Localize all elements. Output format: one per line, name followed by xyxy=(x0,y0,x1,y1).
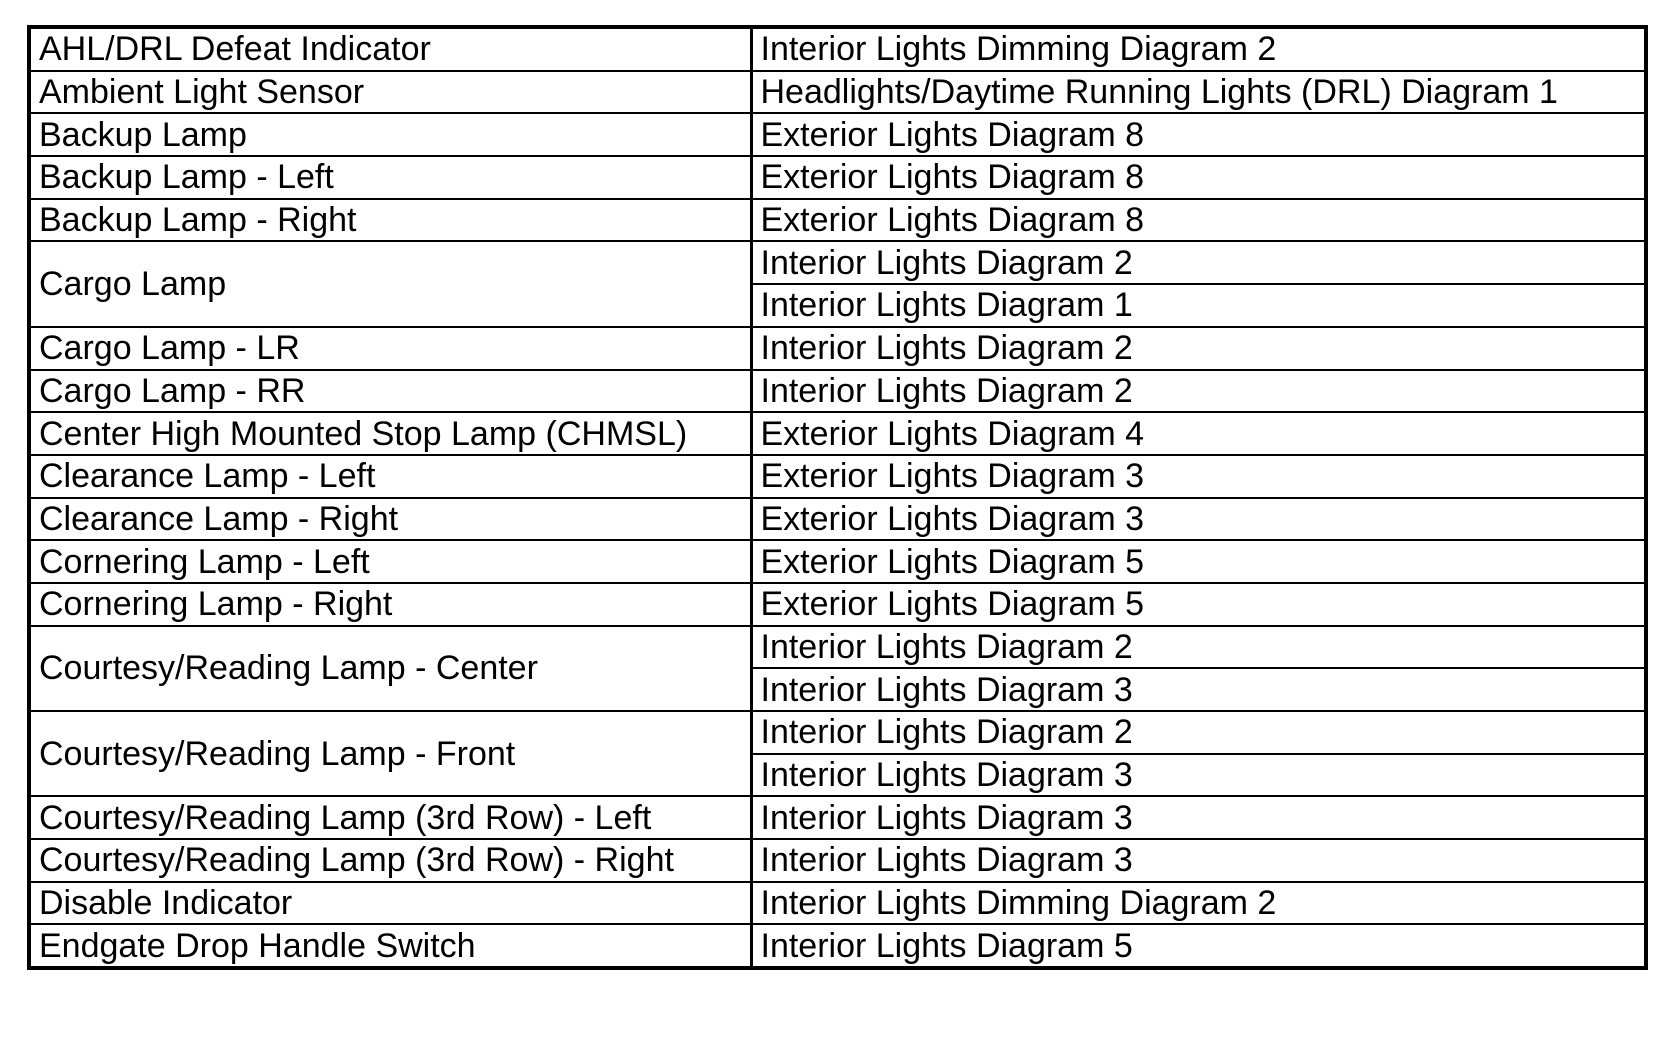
table-body xyxy=(29,27,1646,968)
component-diagram-index-table xyxy=(27,25,1648,970)
table-row xyxy=(29,540,1646,583)
diagram-reference-cell: Exterior Lights Diagram 8 xyxy=(751,156,1646,199)
table-row xyxy=(29,882,1646,925)
diagram-reference-cell: Exterior Lights Diagram 5 xyxy=(751,583,1646,626)
diagram-reference-cell: Interior Lights Dimming Diagram 2 xyxy=(751,882,1646,925)
diagram-reference-cell: Interior Lights Diagram 1 xyxy=(751,284,1646,327)
table-row xyxy=(29,156,1646,199)
diagram-reference-cell: Exterior Lights Diagram 4 xyxy=(751,412,1646,455)
diagram-reference-cell: Exterior Lights Diagram 3 xyxy=(751,455,1646,498)
component-name-cell: Cornering Lamp - Left xyxy=(29,540,751,583)
diagram-reference-cell: Headlights/Daytime Running Lights (DRL) Diagram 1 xyxy=(751,71,1646,114)
diagram-reference-cell: Interior Lights Diagram 2 xyxy=(751,327,1646,370)
diagram-reference-cell: Interior Lights Diagram 2 xyxy=(751,370,1646,413)
table-row xyxy=(29,455,1646,498)
diagram-reference-cell: Interior Lights Diagram 3 xyxy=(751,796,1646,839)
component-name-cell: Cargo Lamp - LR xyxy=(29,327,751,370)
component-name-cell: Ambient Light Sensor xyxy=(29,71,751,114)
table-row xyxy=(29,583,1646,626)
diagram-reference-cell: Exterior Lights Diagram 8 xyxy=(751,199,1646,242)
table-row xyxy=(29,370,1646,413)
table-row xyxy=(29,412,1646,455)
diagram-reference-cell: Interior Lights Diagram 5 xyxy=(751,924,1646,968)
component-name-cell: Backup Lamp xyxy=(29,113,751,156)
component-name-cell: Cargo Lamp xyxy=(29,241,751,326)
component-name-cell: AHL/DRL Defeat Indicator xyxy=(29,27,751,71)
component-name-cell: Endgate Drop Handle Switch xyxy=(29,924,751,968)
diagram-reference-cell: Interior Lights Dimming Diagram 2 xyxy=(751,27,1646,71)
diagram-reference-cell: Exterior Lights Diagram 8 xyxy=(751,113,1646,156)
component-name-cell: Backup Lamp - Right xyxy=(29,199,751,242)
component-name-cell: Courtesy/Reading Lamp - Front xyxy=(29,711,751,796)
diagram-reference-cell: Exterior Lights Diagram 3 xyxy=(751,498,1646,541)
diagram-reference-cell: Interior Lights Diagram 3 xyxy=(751,839,1646,882)
table-row xyxy=(29,241,1646,284)
component-name-cell: Cargo Lamp - RR xyxy=(29,370,751,413)
diagram-reference-cell: Interior Lights Diagram 2 xyxy=(751,711,1646,754)
component-name-cell: Courtesy/Reading Lamp - Center xyxy=(29,626,751,711)
component-name-cell: Disable Indicator xyxy=(29,882,751,925)
component-name-cell: Courtesy/Reading Lamp (3rd Row) - Right xyxy=(29,839,751,882)
table-row xyxy=(29,796,1646,839)
diagram-reference-cell: Exterior Lights Diagram 5 xyxy=(751,540,1646,583)
table-row xyxy=(29,498,1646,541)
diagram-reference-cell: Interior Lights Diagram 2 xyxy=(751,241,1646,284)
table-row xyxy=(29,199,1646,242)
table-row xyxy=(29,924,1646,968)
component-name-cell: Courtesy/Reading Lamp (3rd Row) - Left xyxy=(29,796,751,839)
table-row xyxy=(29,711,1646,754)
table-row xyxy=(29,839,1646,882)
table-row xyxy=(29,71,1646,114)
table-row xyxy=(29,327,1646,370)
component-name-cell: Backup Lamp - Left xyxy=(29,156,751,199)
component-name-cell: Clearance Lamp - Right xyxy=(29,498,751,541)
diagram-reference-cell: Interior Lights Diagram 2 xyxy=(751,626,1646,669)
table-row xyxy=(29,113,1646,156)
component-name-cell: Clearance Lamp - Left xyxy=(29,455,751,498)
diagram-reference-cell: Interior Lights Diagram 3 xyxy=(751,668,1646,711)
component-name-cell: Center High Mounted Stop Lamp (CHMSL) xyxy=(29,412,751,455)
table-row xyxy=(29,27,1646,71)
table-row xyxy=(29,626,1646,669)
component-name-cell: Cornering Lamp - Right xyxy=(29,583,751,626)
diagram-reference-cell: Interior Lights Diagram 3 xyxy=(751,754,1646,797)
